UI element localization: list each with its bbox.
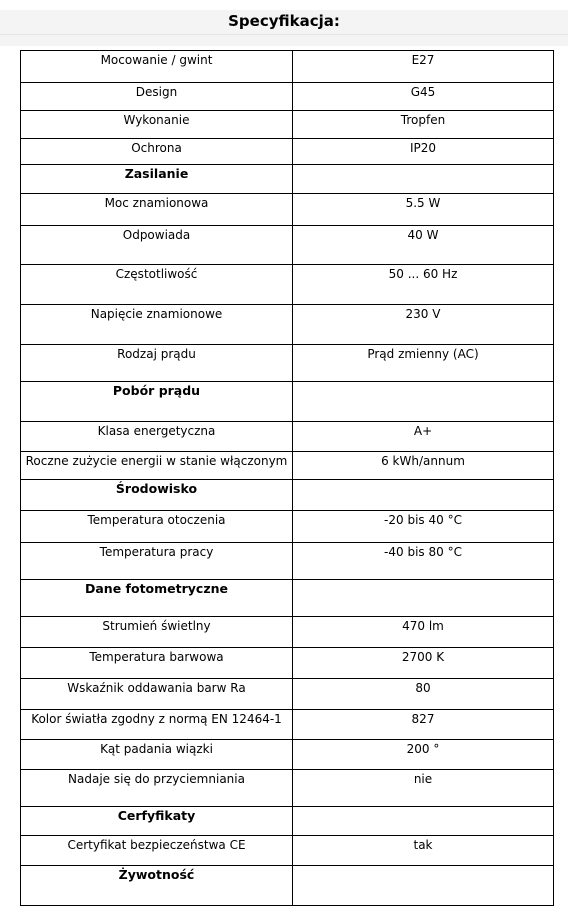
spec-label: Kąt padania wiązki: [100, 742, 213, 756]
value-cell: [293, 543, 554, 580]
section-heading: Środowisko: [115, 481, 198, 496]
spec-value: 470 lm: [402, 619, 444, 633]
table-row: [21, 679, 554, 710]
label-cell: [21, 648, 293, 679]
spec-value: 200 °: [406, 742, 440, 756]
spec-table-body: [21, 51, 554, 906]
table-row: [21, 194, 554, 226]
value-cell: [293, 226, 554, 265]
value-cell: [293, 165, 554, 194]
table-row: [21, 83, 554, 111]
section-heading-cell: [21, 866, 293, 906]
label-cell: [21, 139, 293, 165]
value-cell: [293, 480, 554, 511]
spec-label: Wskaźnik oddawania barw Ra: [67, 681, 246, 695]
label-cell: [21, 543, 293, 580]
label-cell: [21, 679, 293, 710]
spec-value: 827: [411, 712, 435, 726]
table-row: [21, 710, 554, 740]
section-row: [21, 807, 554, 836]
spec-label: Roczne zużycie energii w stanie włączonym: [25, 454, 288, 468]
page-title: Specyfikacja:: [228, 12, 340, 30]
label-cell: [21, 265, 293, 305]
section-row: [21, 480, 554, 511]
value-cell: [293, 422, 554, 452]
section-heading-cell: [21, 580, 293, 617]
label-cell: [21, 617, 293, 648]
table-row: [21, 51, 554, 83]
spec-label: Częstotliwość: [115, 267, 198, 281]
spec-value: [293, 480, 553, 482]
table-row: [21, 111, 554, 139]
section-heading-cell: [21, 807, 293, 836]
label-cell: [21, 511, 293, 543]
section-heading: Dane fotometryczne: [85, 581, 228, 596]
value-cell: [293, 452, 554, 480]
spec-label: Nadaje się do przyciemniania: [68, 772, 245, 786]
label-cell: [21, 194, 293, 226]
table-row: [21, 648, 554, 679]
value-cell: [293, 265, 554, 305]
table-row: [21, 740, 554, 770]
value-cell: [293, 345, 554, 382]
value-cell: [293, 51, 554, 83]
table-row: [21, 305, 554, 345]
spec-label: Moc znamionowa: [104, 196, 209, 210]
section-heading: Żywotność: [118, 867, 195, 882]
label-cell: [21, 305, 293, 345]
spec-label: Temperatura barwowa: [89, 650, 224, 664]
value-cell: [293, 382, 554, 422]
spec-value: IP20: [409, 141, 437, 155]
table-row: [21, 226, 554, 265]
spec-table: [20, 50, 554, 906]
section-row: [21, 382, 554, 422]
section-heading-cell: [21, 480, 293, 511]
table-row: [21, 617, 554, 648]
label-cell: [21, 836, 293, 866]
spec-label: Odpowiada: [122, 228, 191, 242]
spec-value: [293, 165, 553, 167]
spec-label: Mocowanie / gwint: [100, 53, 213, 67]
label-cell: [21, 226, 293, 265]
table-row: [21, 836, 554, 866]
spec-value: G45: [410, 85, 436, 99]
section-heading-cell: [21, 165, 293, 194]
label-cell: [21, 422, 293, 452]
table-row: [21, 265, 554, 305]
spec-value: [293, 866, 553, 868]
value-cell: [293, 710, 554, 740]
table-row: [21, 452, 554, 480]
spec-value: 230 V: [405, 307, 441, 321]
value-cell: [293, 580, 554, 617]
spec-label: Napięcie znamionowe: [90, 307, 223, 321]
value-cell: [293, 679, 554, 710]
label-cell: [21, 770, 293, 807]
table-row: [21, 139, 554, 165]
spec-value: E27: [411, 53, 435, 67]
section-heading: Pobór prądu: [112, 383, 201, 398]
table-row: [21, 511, 554, 543]
spec-label: Temperatura otoczenia: [87, 513, 226, 527]
value-cell: [293, 807, 554, 836]
section-row: [21, 165, 554, 194]
spec-value: A+: [413, 424, 433, 438]
label-cell: [21, 452, 293, 480]
spec-value: 6 kWh/annum: [381, 454, 465, 468]
table-row: [21, 422, 554, 452]
table-row: [21, 770, 554, 807]
spec-value: -20 bis 40 °C: [384, 513, 462, 527]
spec-value: 2700 K: [401, 650, 445, 664]
value-cell: [293, 83, 554, 111]
spec-label: Temperatura pracy: [99, 545, 214, 559]
value-cell: [293, 194, 554, 226]
spec-value: -40 bis 80 °C: [384, 545, 462, 559]
label-cell: [21, 83, 293, 111]
spec-value: [293, 580, 553, 582]
spec-value: 80: [415, 681, 431, 695]
section-heading-cell: [21, 382, 293, 422]
value-cell: [293, 305, 554, 345]
spec-value: tak: [413, 838, 433, 852]
spec-value: nie: [413, 772, 433, 786]
spec-label: Klasa energetyczna: [97, 424, 216, 438]
spec-value: Tropfen: [400, 113, 446, 127]
spec-label: Strumień świetlny: [102, 619, 211, 633]
label-cell: [21, 710, 293, 740]
spec-value: 50 ... 60 Hz: [388, 267, 458, 281]
section-row: [21, 580, 554, 617]
label-cell: [21, 345, 293, 382]
spec-label: Ochrona: [131, 141, 182, 155]
spec-value: [293, 382, 553, 384]
value-cell: [293, 648, 554, 679]
table-row: [21, 543, 554, 580]
value-cell: [293, 866, 554, 906]
label-cell: [21, 111, 293, 139]
value-cell: [293, 770, 554, 807]
value-cell: [293, 111, 554, 139]
value-cell: [293, 617, 554, 648]
value-cell: [293, 836, 554, 866]
spec-label: Wykonanie: [123, 113, 190, 127]
label-cell: [21, 51, 293, 83]
section-row: [21, 866, 554, 906]
value-cell: [293, 511, 554, 543]
spec-label: Kolor światła zgodny z normą EN 12464-1: [31, 712, 282, 726]
spec-value: 40 W: [407, 228, 439, 242]
spec-label: Certyfikat bezpieczeństwa CE: [67, 838, 246, 852]
spec-label: Design: [135, 85, 178, 99]
table-row: [21, 345, 554, 382]
value-cell: [293, 740, 554, 770]
value-cell: [293, 139, 554, 165]
section-heading: Zasilanie: [124, 166, 189, 181]
label-cell: [21, 740, 293, 770]
spec-label: Rodzaj prądu: [117, 347, 196, 361]
section-heading: Cerfyfikaty: [117, 808, 196, 823]
spec-value: [293, 807, 553, 809]
spec-value: 5.5 W: [405, 196, 441, 210]
spec-value: Prąd zmienny (AC): [367, 347, 479, 361]
